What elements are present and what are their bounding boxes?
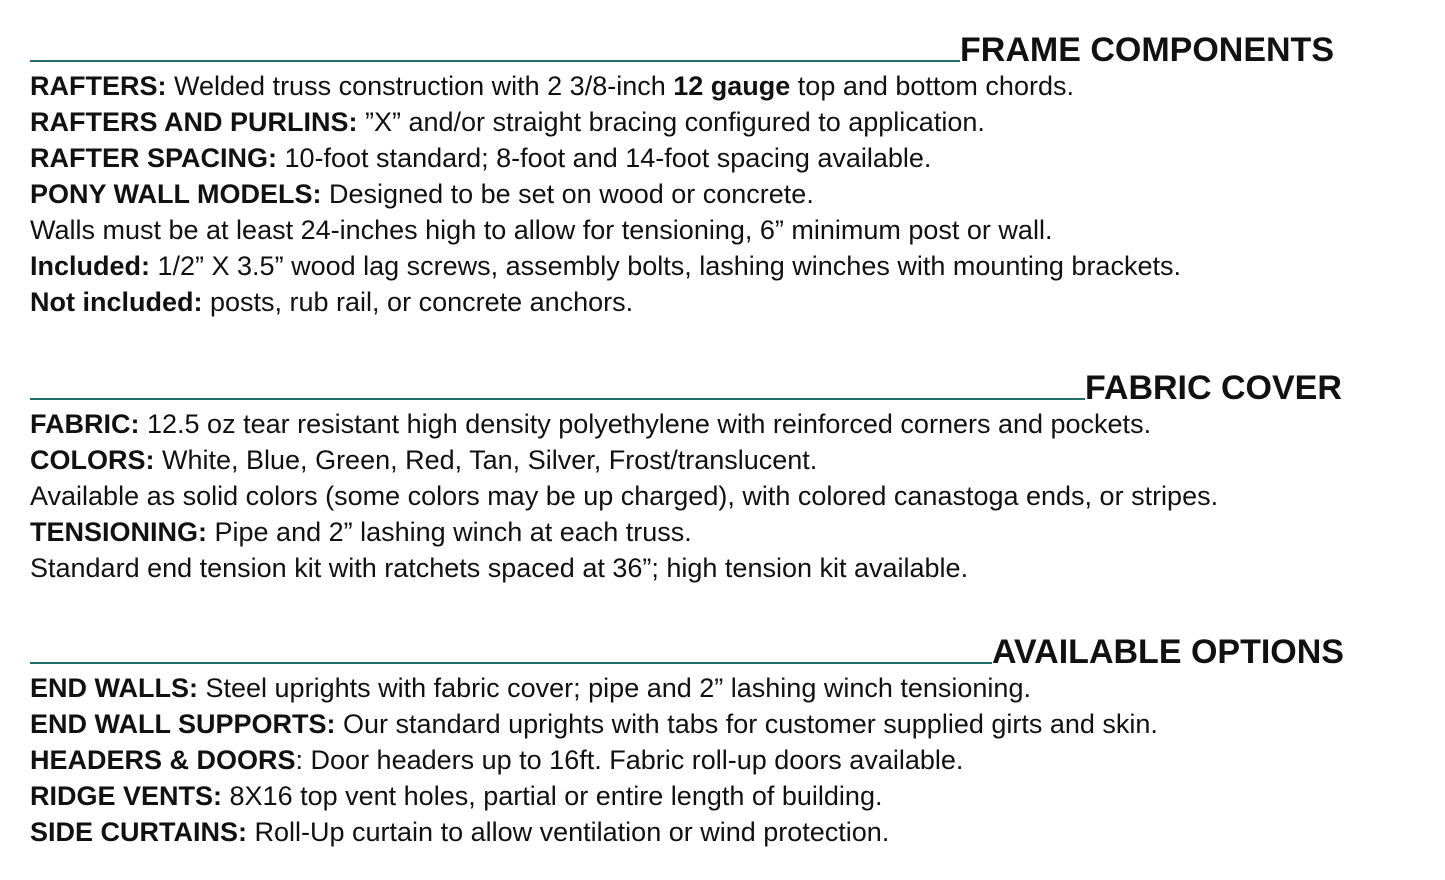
spec-label: RAFTERS AND PURLINS:: [30, 107, 358, 137]
spec-line: [30, 140, 1430, 176]
spec-text: Steel uprights with fabric cover; pipe and 2” lashing winch tensioning.: [198, 673, 1031, 703]
spec-label: SIDE CURTAINS:: [30, 817, 248, 847]
spec-line: [30, 284, 1430, 320]
spec-text: 8X16 top vent holes, partial or entire length of building.: [222, 781, 883, 811]
spec-text: Walls must be at least 24-inches high to allow for tensioning, 6” minimum post or wall.: [30, 215, 1053, 245]
section-fabric-cover: [30, 366, 1430, 586]
section-rule: [30, 398, 1085, 400]
spec-label: TENSIONING:: [30, 517, 208, 547]
spec-line: [30, 212, 1430, 248]
spec-text: ”X” and/or straight bracing configured to application.: [357, 107, 985, 137]
section-available-options: [30, 630, 1430, 850]
spec-line: [30, 514, 1430, 550]
spec-line: [30, 104, 1430, 140]
spec-label: HEADERS & DOORS: [30, 745, 296, 775]
spec-text: Designed to be set on wood or concrete.: [321, 179, 814, 209]
spec-line: [30, 68, 1430, 104]
spec-line: [30, 670, 1430, 706]
spec-label: Included:: [30, 251, 150, 281]
spec-label: PONY WALL MODELS:: [30, 179, 322, 209]
spec-label: Not included:: [30, 287, 203, 317]
spec-text: Our standard uprights with tabs for customer supplied girts and skin.: [335, 709, 1158, 739]
spec-line: [30, 742, 1430, 778]
spec-text-continued: top and bottom chords.: [790, 71, 1074, 101]
spec-text: Welded truss construction with 2 3/8-inch: [166, 71, 674, 101]
section-heading: FRAME COMPONENTS: [960, 31, 1334, 69]
spec-label: END WALL SUPPORTS:: [30, 709, 336, 739]
spec-text: 1/2” X 3.5” wood lag screws, assembly bolts, lashing winches with mounting brackets.: [150, 251, 1181, 281]
section-rule: [30, 60, 960, 62]
spec-text: Pipe and 2” lashing winch at each truss.: [207, 517, 692, 547]
section-heading-row: [30, 630, 1430, 670]
section-heading: AVAILABLE OPTIONS: [992, 633, 1344, 671]
spec-label: RIDGE VENTS:: [30, 781, 223, 811]
spec-text: : Door headers up to 16ft. Fabric roll-up doors available.: [295, 745, 964, 775]
section-heading-row: [30, 366, 1430, 406]
spec-label: FABRIC:: [30, 409, 140, 439]
spec-text: White, Blue, Green, Red, Tan, Silver, Frost/translucent.: [154, 445, 818, 475]
spec-line: [30, 814, 1430, 850]
spec-text: Standard end tension kit with ratchets spaced at 36”; high tension kit available.: [30, 553, 969, 583]
spec-text: Roll-Up curtain to allow ventilation or wind protection.: [247, 817, 890, 847]
spec-line: [30, 706, 1430, 742]
section-heading: FABRIC COVER: [1085, 369, 1342, 407]
section-heading-row: [30, 28, 1430, 68]
spec-text: posts, rub rail, or concrete anchors.: [202, 287, 634, 317]
section-rule: [30, 662, 992, 664]
spec-text: 10-foot standard; 8-foot and 14-foot spacing available.: [277, 143, 932, 173]
spec-text: 12.5 oz tear resistant high density polyethylene with reinforced corners and pockets.: [139, 409, 1152, 439]
spec-text: Available as solid colors (some colors may be up charged), with colored canastoga ends, or stripes.: [30, 481, 1219, 511]
spec-label: RAFTER SPACING:: [30, 143, 277, 173]
spec-line: [30, 550, 1430, 586]
section-frame-components: [30, 28, 1430, 320]
spec-emphasis: 12 gauge: [673, 71, 791, 101]
spec-line: [30, 406, 1430, 442]
spec-line: [30, 176, 1430, 212]
spec-label: END WALLS:: [30, 673, 198, 703]
spec-line: [30, 778, 1430, 814]
spec-line: [30, 478, 1430, 514]
spec-label: COLORS:: [30, 445, 155, 475]
spec-line: [30, 248, 1430, 284]
spec-label: RAFTERS:: [30, 71, 167, 101]
spec-line: [30, 442, 1430, 478]
